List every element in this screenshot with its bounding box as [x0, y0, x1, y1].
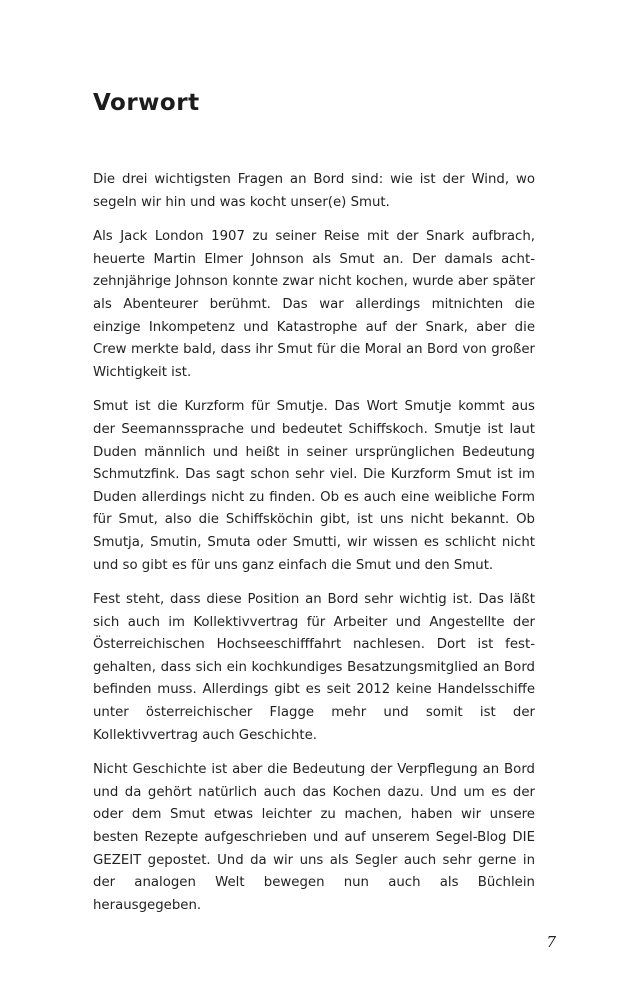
paragraph-5: Nicht Geschichte ist aber die Bedeutung der Verpflegung an Bord und da gehört natürlich auch das Kochen dazu. Und um es der oder dem Smut etwas leichter zu machen, haben wir unsere besten Rezepte aufgeschrieben und auf unserem Segel-Blog DIE GEZEIT gepostet. Und da wir uns als Segler auch sehr gerne in der analogen Welt bewegen nun auch als Büchlein herausgegeben.: [93, 762, 535, 913]
page-number: 7: [546, 933, 556, 951]
paragraph-2: Als Jack London 1907 zu seiner Reise mit der Snark aufbrach, heuerte Martin Elmer Johnson als Smut an. Der damals achtzehnjährige Johnson konnte zwar nicht kochen, wurde aber später als Abenteurer berühmt. Das war allerdings mitnichten die einzige Inkompetenz und Katastrophe auf der Snark, aber die Crew merkte bald, dass ihr Smut für die Moral an Bord von großer Wichtigkeit ist.: [93, 229, 535, 380]
paragraph-1: Die drei wichtigsten Fragen an Bord sind: wie ist der Wind, wo segeln wir hin und was kocht unser(e) Smut.: [93, 172, 535, 210]
chapter-heading: Vorwort: [93, 90, 200, 116]
paragraph-4: Fest steht, dass diese Position an Bord sehr wichtig ist. Das läßt sich auch im Kollektivvertrag für Arbeiter und Angestellte der Österreichischen Hochseeschifffahrt nachlesen. Dort ist festgehalten, dass sich ein kochkundiges Besatzungsmitglied an Bord befinden muss. Allerdings gibt es seit 2012 keine Handelsschiffe unter österreichischer Flagge mehr und somit ist der Kollektivvertrag auch Geschichte.: [93, 592, 535, 743]
paragraph-3: Smut ist die Kurzform für Smutje. Das Wort Smutje kommt aus der Seemannssprache und bedeutet Schiffskoch. Smutje ist laut Duden männlich und heißt in seiner ursprünglichen Bedeutung Schmutzfink. Das sagt schon sehr viel. Die Kurzform Smut ist im Duden allerdings nicht zu finden. Ob es auch eine weibliche Form für Smut, also die Schiffsköchin gibt, ist uns nicht bekannt. Ob Smutja, Smutin, Smuta oder Smutti, wir wissen es schlicht nicht und so gibt es für uns ganz einfach die Smut und den Smut.: [93, 399, 535, 573]
body-text: [93, 169, 535, 929]
